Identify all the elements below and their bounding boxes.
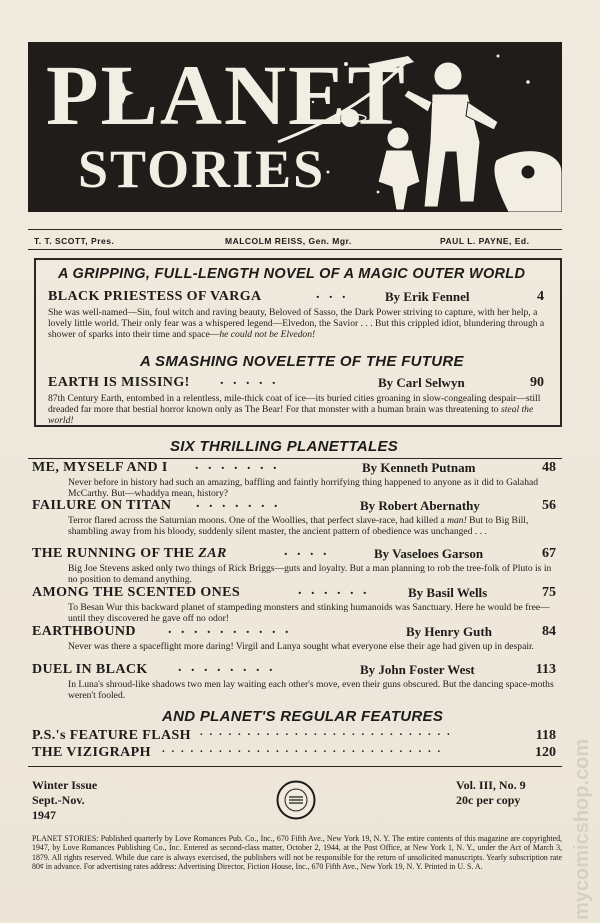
page-number: 120 <box>535 745 556 760</box>
story-title: THE RUNNING OF THE ZAR <box>32 546 227 561</box>
issue-season: Winter Issue <box>32 778 98 792</box>
page-number: 113 <box>535 662 556 677</box>
leader-dots: . . . . . <box>220 373 279 388</box>
watermark-text: mycomicshop.com <box>571 738 593 920</box>
page-number: 84 <box>542 624 556 639</box>
feature-title: P.S.'s FEATURE FLASH <box>32 728 191 743</box>
story-author: By Carl Selwyn <box>378 375 465 390</box>
story-title: BLACK PRIESTESS OF VARGA <box>48 289 262 304</box>
story-author: By Robert Abernathy <box>360 498 480 513</box>
leader-dots: . . . . . . . <box>196 496 281 511</box>
divider <box>28 249 562 250</box>
novel-header: A GRIPPING, FULL-LENGTH NOVEL OF A MAGIC OUTER WORLD <box>58 266 526 282</box>
page-number: 67 <box>542 546 556 561</box>
story-description: 87th Century Earth, entombed in a relentless, mile-thick coat of ice—its buried cities groaning in slow-congealing despair—still dreaded far more that bestial horror known only as The Bear! For that monster with a human brain was threatening to steal the world! <box>48 393 541 427</box>
story-title: ME, MYSELF AND I <box>32 460 168 475</box>
story-description: Never was there a spaceflight more daring! Virgil and Lanya sought what everyone else their age had given up in despair. <box>68 641 535 652</box>
features-header: AND PLANET'S REGULAR FEATURES <box>162 708 444 725</box>
page-number: 75 <box>542 585 556 600</box>
staff-editor: PAUL L. PAYNE, Ed. <box>440 236 530 246</box>
masthead-title-stories: STORIES <box>78 139 326 199</box>
leader-dots: . . . . . . . . . . . . . . . . . . . . . . . . . . . <box>200 726 452 738</box>
masthead-title-planet: PLANET <box>46 47 407 143</box>
page-number: 4 <box>537 289 544 304</box>
issue-year: 1947 <box>32 808 56 822</box>
masthead-banner <box>28 42 562 212</box>
page-number: 118 <box>535 728 556 743</box>
leader-dots: . . . . . . . . . . <box>168 622 292 637</box>
staff-president: T. T. SCOTT, Pres. <box>34 236 115 246</box>
story-author: By Basil Wells <box>408 585 488 600</box>
leader-dots: . . . . . . . . <box>178 660 276 675</box>
story-title: FAILURE ON TITAN <box>32 498 172 513</box>
story-author: By Kenneth Putnam <box>362 460 476 475</box>
story-title: DUEL IN BLACK <box>32 662 148 677</box>
issue-months: Sept.-Nov. <box>32 793 85 807</box>
story-title: EARTH IS MISSING! <box>48 375 190 390</box>
leader-dots: . . . . . . . . . . . . . . . . . . . . . . . . . . . . . . <box>162 743 443 755</box>
story-description: Big Joe Stevens asked only two things of Rick Briggs—guts and loyalty. But a man planning to rob the tree-folk of Pluto is in no position to demand anything. <box>68 563 552 586</box>
story-author: By Henry Guth <box>406 624 492 639</box>
feature-title: THE VIZIGRAPH <box>32 745 151 760</box>
planettales-header: SIX THRILLING PLANETTALES <box>170 438 399 455</box>
leader-dots: . . . <box>316 287 349 302</box>
story-description: She was well-named—Sin, foul witch and raving beauty, Beloved of Sasso, the Dark Power striving to capture, with her help, a lovely little world. Their only fear was a whispered legend—Elvedon, the Savior . . . But this crippled idiot, blundering through a shower of sparks into their time and space—he could not be Elvedon! <box>48 307 545 341</box>
story-description: Terror flared across the Saturnian moons. One of the Woollies, that perfect slave-race, had killed a man! But to Big Bill, shambling away from his bloody, suddenly silent master, the ancient pattern of obedience was unchanged . . . <box>68 515 529 538</box>
leader-dots: . . . . . . <box>298 583 370 598</box>
leader-dots: . . . . <box>284 544 330 559</box>
page-number: 48 <box>542 460 556 475</box>
staff-manager: MALCOLM REISS, Gen. Mgr. <box>225 236 352 246</box>
publication-note: PLANET STORIES: Published quarterly by Love Romances Pub. Co., Inc., 670 Fifth Ave., New York 19, N. Y. The entire contents of this magazine are copyrighted, 1947, by Love Romances Publishing Co., Inc. Entered as second-class matter, October 2, 1944, at the Post Office, at New York 1, N. Y., under the Act of March 3, 1879. All rights reserved. While due care is always exercised, the publishers will not be responsible for the return of unsolicited manuscripts. Yearly subscription rate 80¢ in advance. For advertising rates address: Advertising Director, Fiction House, Inc., 670 Fifth Ave., New York 19, N. Y. Printed in U. S. A. <box>32 834 562 872</box>
issue-price: 20c per copy <box>456 793 521 807</box>
issue-volume: Vol. III, No. 9 <box>456 778 526 792</box>
story-author: By John Foster West <box>360 662 475 677</box>
leader-dots: . . . . . . . <box>195 458 280 473</box>
fiction-house-seal-icon <box>276 780 316 820</box>
divider <box>28 458 562 459</box>
story-description: Never before in history had such an amazing, baffling and faintly horrifying thing happened to anyone as it did to Galahad McCarthy. But—whaddya mean, history? <box>68 477 539 500</box>
novelette-header: A SMASHING NOVELETTE OF THE FUTURE <box>140 353 464 370</box>
story-description: In Luna's shroud-like shadows two men lay waiting each other's move, even their guns obscured. But the dancing space-moths weren't fooled. <box>68 679 554 702</box>
story-description: To Besan Wur this backward planet of stampeding monsters and stinking humanoids was Sanctuary. Here he would be free—until they discovered he gave off no odor! <box>68 602 550 625</box>
story-author: By Vaseloes Garson <box>374 546 484 561</box>
page-number: 90 <box>530 375 544 390</box>
watermark <box>566 690 596 920</box>
divider <box>28 229 562 230</box>
story-title: AMONG THE SCENTED ONES <box>32 585 241 600</box>
page-number: 56 <box>542 498 556 513</box>
story-author: By Erik Fennel <box>385 289 470 304</box>
divider <box>28 766 562 767</box>
story-title: EARTHBOUND <box>32 624 136 639</box>
